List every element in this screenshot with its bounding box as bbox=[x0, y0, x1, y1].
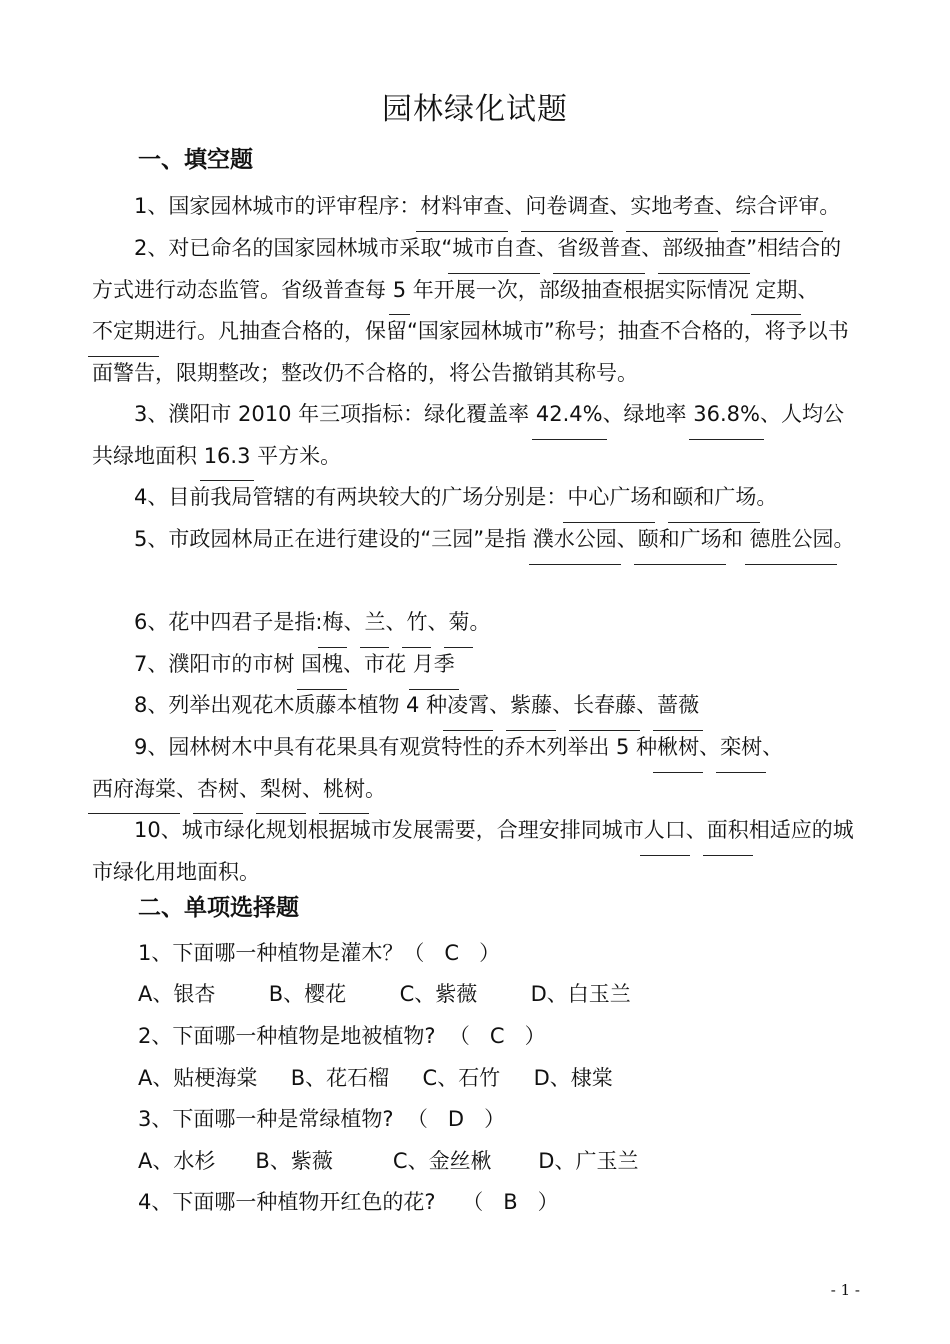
answer-3-1: 42.4% bbox=[536, 394, 603, 436]
answer-6-4: 菊 bbox=[448, 602, 469, 644]
answer-2-6: 不定期 bbox=[92, 311, 155, 353]
answer-5-1: 濮水公园 bbox=[533, 519, 617, 561]
question-6: 6、花中四君子是指:梅、兰、竹、菊。 bbox=[92, 602, 862, 644]
page-number: - 1 - bbox=[830, 1281, 860, 1299]
answer-8-3: 长春藤 bbox=[573, 685, 636, 727]
answer-9-2: 栾树 bbox=[720, 727, 762, 769]
answer-2-2: 省级普查 bbox=[557, 228, 641, 270]
answer-7-2: 月季 bbox=[413, 644, 455, 686]
answer-1-2: 问卷调查 bbox=[525, 186, 609, 228]
question-2: 2、对已命名的国家园林城市采取“城市自查、省级普查、部级抽查”相结合的方式进行动态监管。省级普查每 5 年开展一次，部级抽查根据实际情况 定期、不定期进行。凡抽查合格的，保留“国家园林城市”称号；抽查不合格的，将予以书面警告，限期整改；整改仍不合格的，将公告撤销其称号。 bbox=[92, 228, 862, 394]
mc-question-3: 3、下面哪一种是常绿植物? （ D ） bbox=[138, 1107, 506, 1131]
answer-4-1: 中心广场 bbox=[567, 477, 651, 519]
answer-10-1: 人口 bbox=[644, 810, 686, 852]
answer-9-1: 楸树 bbox=[657, 727, 699, 769]
mc-options-2: A、贴梗海棠 B、花石榴 C、石竹 D、棣棠 bbox=[138, 1066, 613, 1090]
answer-5-2: 颐和广场 bbox=[638, 519, 722, 561]
question-5: 5、市政园林局正在进行建设的“三园”是指 濮水公园、颐和广场和 德胜公园。 bbox=[92, 519, 862, 561]
page-title: 园林绿化试题 bbox=[382, 92, 568, 127]
question-1: 1、国家园林城市的评审程序：材料审查、问卷调查、实地考查、综合评审。 bbox=[92, 186, 862, 228]
answer-6-1: 梅 bbox=[322, 602, 343, 644]
section-heading-fill-blank: 一、填空题 bbox=[138, 147, 253, 173]
answer-6-2: 兰 bbox=[364, 602, 385, 644]
mc-options-1: A、银杏 B、樱花 C、紫薇 D、白玉兰 bbox=[138, 982, 631, 1006]
question-8: 8、列举出观花木质藤本植物 4 种凌霄、紫藤、长春藤、蔷薇 bbox=[92, 685, 862, 727]
answer-4-2: 颐和广场 bbox=[672, 477, 756, 519]
answer-1-1: 材料审查 bbox=[420, 186, 504, 228]
question-4: 4、目前我局管辖的有两块较大的广场分别是：中心广场和颐和广场。 bbox=[92, 477, 862, 519]
question-9: 9、园林树木中具有花果具有观赏特性的乔木列举出 5 种楸树、栾树、西府海棠、杏树、梨树、桃树。 bbox=[92, 727, 862, 810]
answer-8-2: 紫藤 bbox=[510, 685, 552, 727]
answer-8-1: 凌霄 bbox=[447, 685, 489, 727]
question-7: 7、濮阳市的市树 国槐、市花 月季 bbox=[92, 644, 862, 686]
answer-1-3: 实地考查 bbox=[630, 186, 714, 228]
answer-3-2: 36.8% bbox=[693, 394, 760, 436]
answer-2-4: 5 bbox=[393, 270, 406, 312]
answer-6-3: 竹 bbox=[406, 602, 427, 644]
answer-2-5: 定期 bbox=[755, 270, 797, 312]
section-heading-single-choice: 二、单项选择题 bbox=[138, 895, 299, 921]
question-10: 10、城市绿化规划根据城市发展需要，合理安排同城市人口、面积相适应的城市绿化用地面积。 bbox=[92, 810, 862, 893]
answer-9-5: 梨树 bbox=[260, 769, 302, 811]
answer-1-4: 综合评审 bbox=[735, 186, 819, 228]
answer-9-6: 桃树 bbox=[323, 769, 365, 811]
answer-7-1: 国槐 bbox=[301, 644, 343, 686]
answer-2-3: 部级抽查 bbox=[662, 228, 746, 270]
mc-options-3: A、水杉 B、紫薇 C、金丝楸 D、广玉兰 bbox=[138, 1149, 639, 1173]
answer-10-2: 面积 bbox=[707, 810, 749, 852]
mc-question-4: 4、下面哪一种植物开红色的花? （ B ） bbox=[138, 1190, 559, 1214]
mc-question-2: 2、下面哪一种植物是地被植物? （ C ） bbox=[138, 1024, 546, 1048]
question-3: 3、濮阳市 2010 年三项指标：绿化覆盖率 42.4%、绿地率 36.8%、人均公共绿地面积 16.3 平方米。 bbox=[92, 394, 862, 477]
answer-3-3: 16.3 bbox=[204, 436, 251, 478]
answer-9-4: 杏树 bbox=[197, 769, 239, 811]
answer-9-3: 西府海棠 bbox=[92, 769, 176, 811]
answer-2-1: 城市自查 bbox=[452, 228, 536, 270]
mc-question-1: 1、下面哪一种植物是灌木？（ C ） bbox=[138, 941, 501, 965]
answer-8-4: 蔷薇 bbox=[657, 685, 699, 727]
answer-5-3: 德胜公园 bbox=[749, 519, 833, 561]
